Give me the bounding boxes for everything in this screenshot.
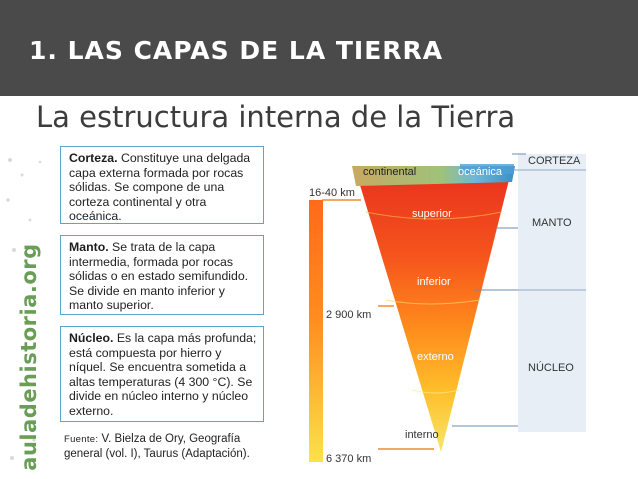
crust-text: Constituye una delgada capa externa formada por rocas sólidas. Se compone de una corteza continental y otra oceánica.	[69, 151, 251, 224]
depth-label-core: 6 370 km	[326, 453, 372, 465]
crust-term: Corteza.	[69, 151, 118, 165]
core-text: Es la capa más profunda; está compuesta por hierro y níquel. Se encuentra sometida a altas temperaturas (4 300 °C). Se divide en núcleo interno y núcleo externo.	[69, 331, 257, 418]
layer-panel	[518, 154, 586, 432]
source-label: Fuente:	[64, 434, 99, 445]
layer-name-crust: CORTEZA	[528, 155, 581, 167]
core-outer-label: externo	[417, 351, 454, 363]
slide-subtitle: La estructura interna de la Tierra	[36, 100, 516, 134]
core-inner-label: interno	[405, 429, 439, 441]
crust-label-oceanic: oceánica	[458, 166, 503, 178]
core-term: Núcleo.	[69, 331, 114, 345]
layer-name-core: NÚCLEO	[528, 362, 574, 374]
title-bar	[0, 0, 638, 96]
source-text: V. Bielza de Ory, Geografía general (vol. I), Taurus (Adaptación).	[64, 433, 250, 460]
earth-cross-section-diagram	[56, 140, 594, 472]
watermark-logo: auladehistoria.org	[17, 243, 41, 471]
mantle-text: Se trata de la capa intermedia, formada por rocas sólidas o en estado semifundido. Se divide en manto inferior y manto superior.	[69, 240, 249, 313]
mantle-lower-label: inferior	[417, 276, 451, 288]
layer-name-mantle: MANTO	[532, 217, 572, 229]
depth-label-crust: 16-40 km	[309, 187, 355, 199]
mantle-upper-label: superior	[412, 208, 452, 220]
depth-label-mantle: 2 900 km	[326, 309, 372, 321]
earth-layers-figure	[56, 140, 594, 472]
depth-bar	[309, 200, 323, 462]
slide-title: 1. LAS CAPAS DE LA TIERRA	[29, 36, 444, 65]
mantle-term: Manto.	[69, 240, 109, 254]
crust-label-continental: continental	[363, 166, 417, 178]
